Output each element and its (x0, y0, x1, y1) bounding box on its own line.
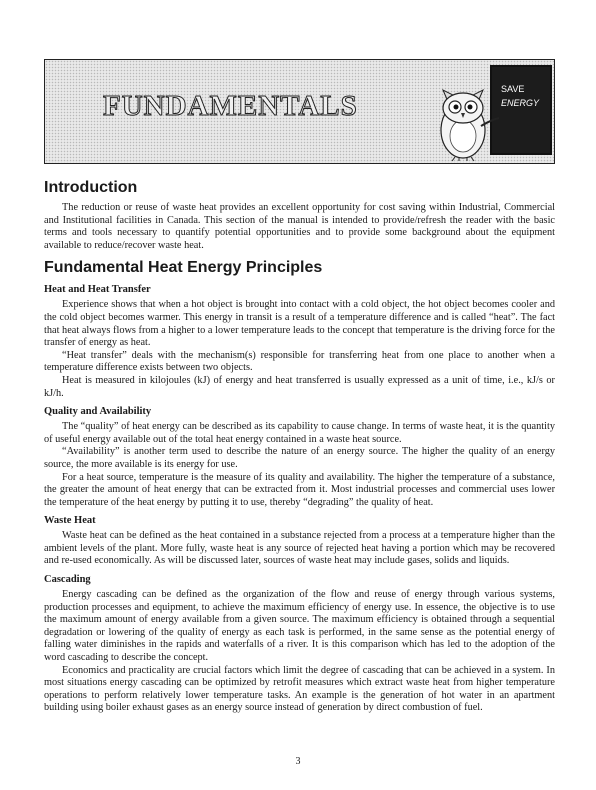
board-text-energy: ENERGY (501, 98, 540, 108)
subsection-heading: Heat and Heat Transfer (44, 284, 151, 296)
subsection-heading: Cascading (44, 574, 91, 586)
paragraph: Economics and practicality are crucial factors which limit the degree of cascading that can be achieved in a system. In most situations energy cascading can be optimized by retrofit measures which extract waste heat from higher temperature operations to perform relatively lower temperature tasks. An example is the generation of hot water in an apartment building using boiler exhaust gases as an energy source instead of generation by direct combustion of fuel. (44, 664, 555, 714)
section-heading: Fundamental Heat Energy Principles (44, 259, 323, 277)
banner-title: FUNDAMENTALS (103, 90, 358, 122)
document-body (44, 178, 555, 715)
paragraph: The “quality” of heat energy can be described as its capability to cause change. In terms of waste heat, it is the quantity of useful energy available out of the total heat energy contained in a waste heat source. (44, 421, 555, 445)
paragraph: The reduction or reuse of waste heat provides an excellent opportunity for cost saving within Industrial, Commercial and Institutional facilities in Canada. This section of the manual is intended to provide/refresh the reader with the basic terms and tools necessary to quantify potential opportunities and to provide some background about the equipment available to reduce/recover waste heat. (44, 202, 555, 251)
subsection-heading: Waste Heat (44, 515, 96, 527)
paragraph: “Availability” is another term used to describe the nature of an energy source. The higher the quality of an energy source, the more available is its energy for use. (44, 446, 555, 470)
board-text-save: SAVE (501, 84, 525, 94)
paragraph: For a heat source, temperature is the measure of its quality and availability. The higher the temperature of a substance, the greater the amount of heat energy that can be extracted from it. Most industrial processes and commercial uses lower the temperature of the heat energy by putting it to use, thereby “degrading” the quality of heat. (44, 471, 555, 508)
section-heading: Introduction (44, 179, 138, 196)
paragraph: Energy cascading can be defined as the organization of the flow and reuse of energy through various systems, production processes and equipment, to achieve the maximum efficiency of energy use. In essence, the objective is to use the maximum amount of energy available from a given source. The maximum efficiency is obtained through a sequential degradation or lowering of the quality of energy as each task is performed, in the same sense as the potential energy of falling water diminishes in the rapids and waterfalls of a river. It is this comparison which has led to the adoption of the word cascading to describe the concept. (44, 589, 555, 664)
subsection-heading: Quality and Availability (44, 406, 152, 418)
header-banner (44, 59, 555, 164)
paragraph: Waste heat can be defined as the heat contained in a substance rejected from a process at a temperature higher than the ambient levels of the plant. More fully, waste heat is any source of rejected heat having a portion which may be recovered and re-used economically. As will be discussed later, sources of waste heat may include gases, solids and liquids. (44, 530, 555, 567)
owl-mascot-illustration (415, 64, 555, 164)
paragraph: Heat is measured in kilojoules (kJ) of energy and heat transferred is usually expressed as a unit of time, i.e., kJ/s or kJ/h. (44, 374, 555, 399)
paragraph: Experience shows that when a hot object is brought into contact with a cold object, the hot object becomes cooler and the cold object becomes warmer. This energy in transit is a result of a temperature difference and is called “heat”. The fact that heat always flows from a higher to a lower temperature leads to the concept that temperature is the driving force for the transfer of energy as heat. (44, 299, 555, 349)
paragraph: “Heat transfer” deals with the mechanism(s) responsible for transferring heat from one place to another when a temperature difference exists between two objects. (44, 349, 555, 374)
page-number: 3 (295, 756, 301, 767)
